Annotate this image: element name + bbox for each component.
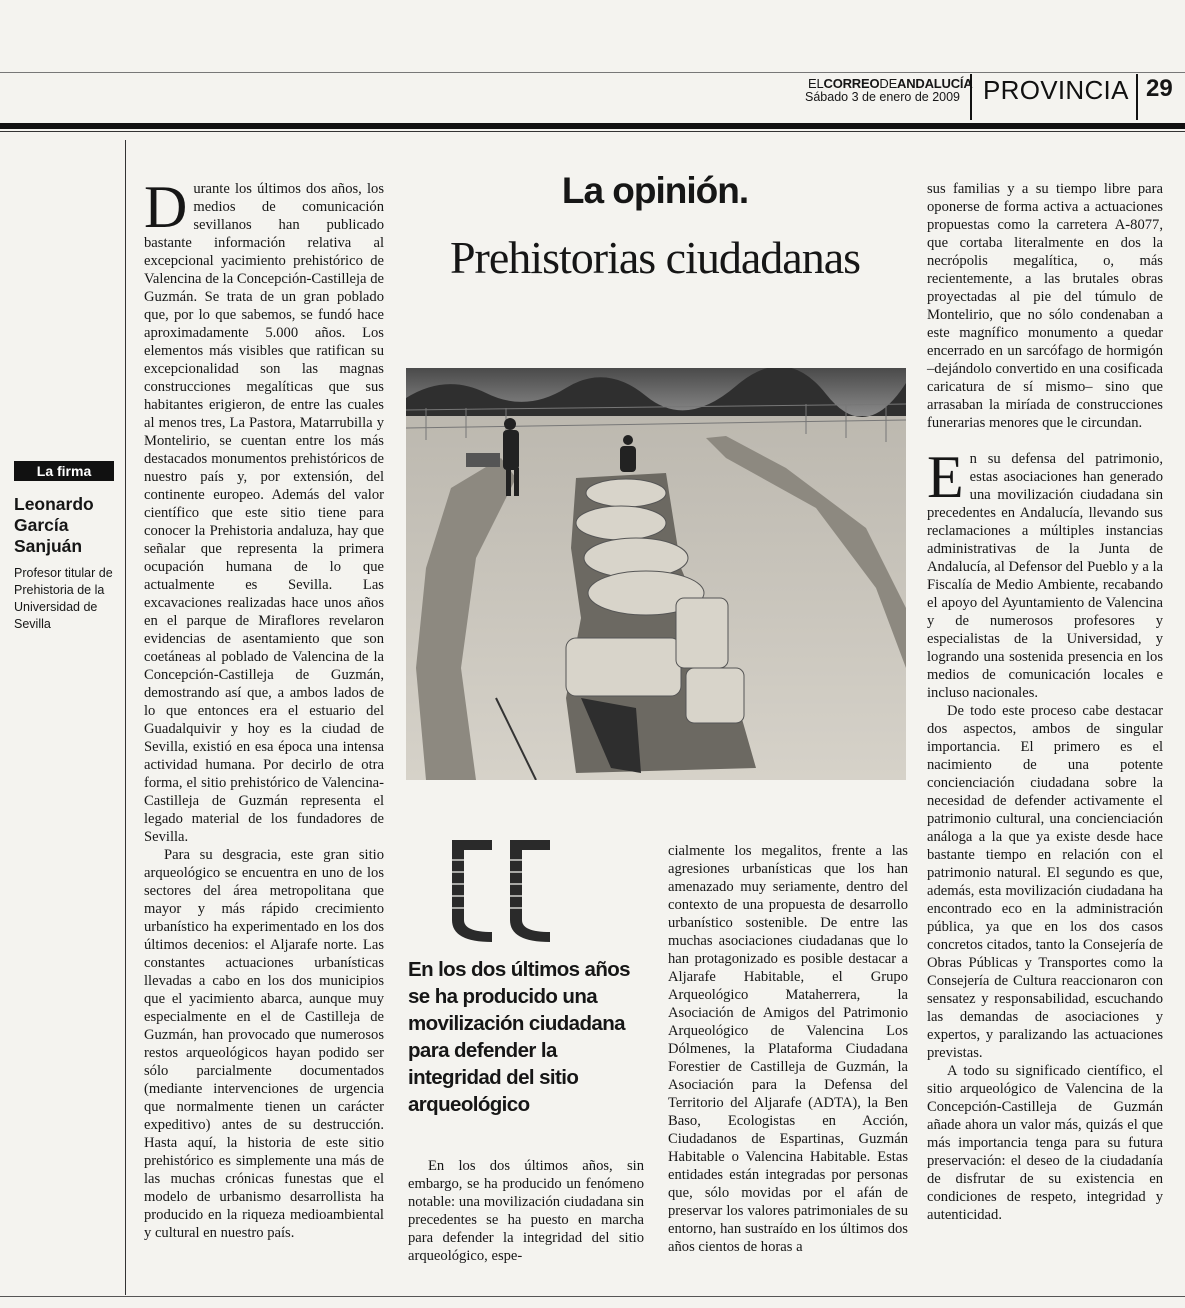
margin-divider — [125, 140, 126, 1295]
article-column-4 — [668, 842, 908, 1256]
masthead-separator — [970, 74, 972, 120]
paragraph: A todo su significado científico, el sitio arqueológico de Valencina de la Concepción-Castilleja de Guzmán añade ahora un valor más, quizás el que más importancia tenga para su futura preservación: el deseo de la ciudadanía de disfrutar de su existencia en condiciones de respeto, integridad y autenticidad. — [927, 1063, 1163, 1223]
paragraph: De todo este proceso cabe destacar dos aspectos, ambos de singular importancia. El primero es el nacimiento de una potente concienciación ciudadana sobre la necesidad de defender activamente el patrimonio cultural, una concienciación análoga a la que ya existe desde hace bastante tiempo en relación con el patrimonio natural. El segundo es que, además, esta movilización ciudadana ha encontrado eco en la administración pública, ya que en los dos casos concretos citados, tanto la Consejería de Obras Públicas y Transportes como la Consejería de Cultura reaccionaron con sensatez y responsabilidad, escuchando las demandas de asociaciones y expertos, y paralizando las actuaciones previstas. — [927, 703, 1163, 1061]
author-name: Leonardo García Sanjuán — [14, 494, 94, 556]
masthead-separator — [1136, 74, 1138, 120]
byline-tag: La firma — [14, 461, 114, 481]
headline-title: Prehistorias ciudadanas — [449, 232, 861, 283]
drop-cap: E — [927, 444, 964, 510]
masthead-date: Sábado 3 de enero de 2009 — [805, 90, 960, 104]
masthead-bottom-thin-rule — [0, 131, 1185, 132]
headline-kicker: La opinión. — [561, 170, 749, 211]
section-name: PROVINCIA — [983, 75, 1129, 105]
paragraph: Durante los últimos dos años, los medios de comunicación sevillanos han publicado bastante información relativa al excepcional yacimiento prehistórico de Valencina de la Concepción-Castilleja de Guzmán. Se trata de un gran poblado que, por lo que sabemos, se fundó hace aproximadamente 5.000 años. Los elementos más visibles que ratifican su excepcionalidad son las magnas construcciones megalíticas que sus habitantes erigieron, de entre las cuales al menos tres, La Pastora, Matarrubilla y Montelirio, se cuentan entre los más destacados monumentos prehistóricos de nuestro país y, por extensión, del continente europeo. Además del valor científico que este sitio tiene para conocer la Prehistoria andaluza, hay que señalar que representa la primera ocupación humana de lo que actualmente es Sevilla. Las excavaciones realizadas hace unos años en el parque de Miraflores revelaron evidencias de asentamiento que son coetáneas al poblado de Valencina de la Concepción-Castilleja de Guzmán, demostrando así que, a ambos lados de lo que entonces era el estuario del Guadalquivir y hoy es la ciudad de Sevilla, existió en esa época una intensa actividad humana. Por decirlo de otra forma, el sitio prehistórico de Valencina-Castilleja de Guzmán representa el legado material de los fundadores de Sevilla. — [144, 174, 384, 845]
masthead-brand: ELCORREODEANDALUCÍA — [808, 76, 973, 91]
quote-mark-icon — [452, 840, 570, 945]
paragraph: cialmente los megalitos, frente a las agresiones urbanísticas que los han amenazado muy seriamente, dentro del contexto de una propuesta de desarrollo urbanístico sostenible. De entre las muchas asociaciones ciudadanas que lo han protagonizado es posible destacar a Aljarafe Habitable, el Grupo Arqueológico Mataherrera, la Asociación de Amigos del Patrimonio Arqueológico de Valencina Los Dólmenes, la Plataforma Ciudadana Forestier de Castilleja de Guzmán, la Asociación para la Defensa del Territorio del Aljarafe (ADTA), la Ben Baso, Ecologistas en Acción, Ciudadanos de Espartinas, Guzmán Habitable o Valencina Habitable. Estas entidades están integradas por personas que, sólo movidas por el afán de preservar los valores patrimoniales de su entorno, han sustraído en los últimos dos años cientos de horas a — [668, 843, 908, 1255]
drop-cap: D — [144, 174, 188, 240]
footer-rule — [0, 1296, 1185, 1297]
article-column-1 — [144, 174, 384, 1242]
pull-quote: En los dos últimos años se ha producido una movilización ciudadana para defender la integridad del sitio arqueológico — [408, 958, 630, 1116]
paragraph: Para su desgracia, este gran sitio arqueológico se encuentra en uno de los sectores del área metropolitana que mayor y más rápido crecimiento urbanístico ha experimentado en los dos últimos decenios: el Aljarafe norte. Las constantes actuaciones urbanísticas llevadas a cabo en los dos municipios que el yacimiento abarca, aunque muy especialmente en el de Castilleja de Guzmán, han provocado que numerosos restos arqueológicos hayan podido ser sólo parcialmente documentados (mediante intervenciones de urgencia que normalmente tienen un carácter expeditivo) antes de su destrucción. Hasta aquí, la historia de este sitio prehistórico es simplemente una más de las muchas crónicas funestas que el modelo de urbanismo desarrollista ha producido en la riqueza medioambiental y cultural en nuestro país. — [144, 847, 384, 1241]
article-column-3 — [408, 1157, 644, 1265]
article-column-5 — [927, 180, 1163, 1224]
paragraph: En los dos últimos años, sin embargo, se ha producido un fenómeno notable: una movilización ciudadana sin precedentes se ha puesto en marcha para defender la integridad del sitio arqueológico, espe- — [408, 1158, 644, 1264]
masthead-bottom-rule — [0, 123, 1185, 129]
paragraph: sus familias y a su tiempo libre para oponerse de forma activa a actuaciones propuestas como la carretera A-8077, que cortaba literalmente en dos la necrópolis megalítica, o, más recientemente, a las brutales obras proyectadas al pie del túmulo de Montelirio, que no sólo condenaban a este magnífico monumento a quedar encerrado en un sarcófago de hormigón –dejándolo convertido en una cosificada caricatura de sí mismo– sino que arrasaban la miríada de construcciones funerarias menores que le circundan. — [927, 181, 1163, 431]
paragraph: En su defensa del patrimonio, estas asociaciones han generado una movilización ciudadana sin precedentes en Andalucía, llevando sus reclamaciones a múltiples instancias administrativas de la Junta de Andalucía, al Defensor del Pueblo y a la Fiscalía de Medio Ambiente, recabando el apoyo del Ayuntamiento de Valencina y de numerosos profesores y especialistas de la Universidad, y logrando una sostenida presencia en los medios de comunicación locales e incluso nacionales. — [927, 444, 1163, 701]
page-number: 29 — [1146, 75, 1173, 102]
author-role: Profesor titular de Prehistoria de la Universidad de Sevilla — [14, 566, 113, 631]
excavation-photo — [406, 368, 906, 780]
masthead-top-rule — [0, 72, 1185, 73]
